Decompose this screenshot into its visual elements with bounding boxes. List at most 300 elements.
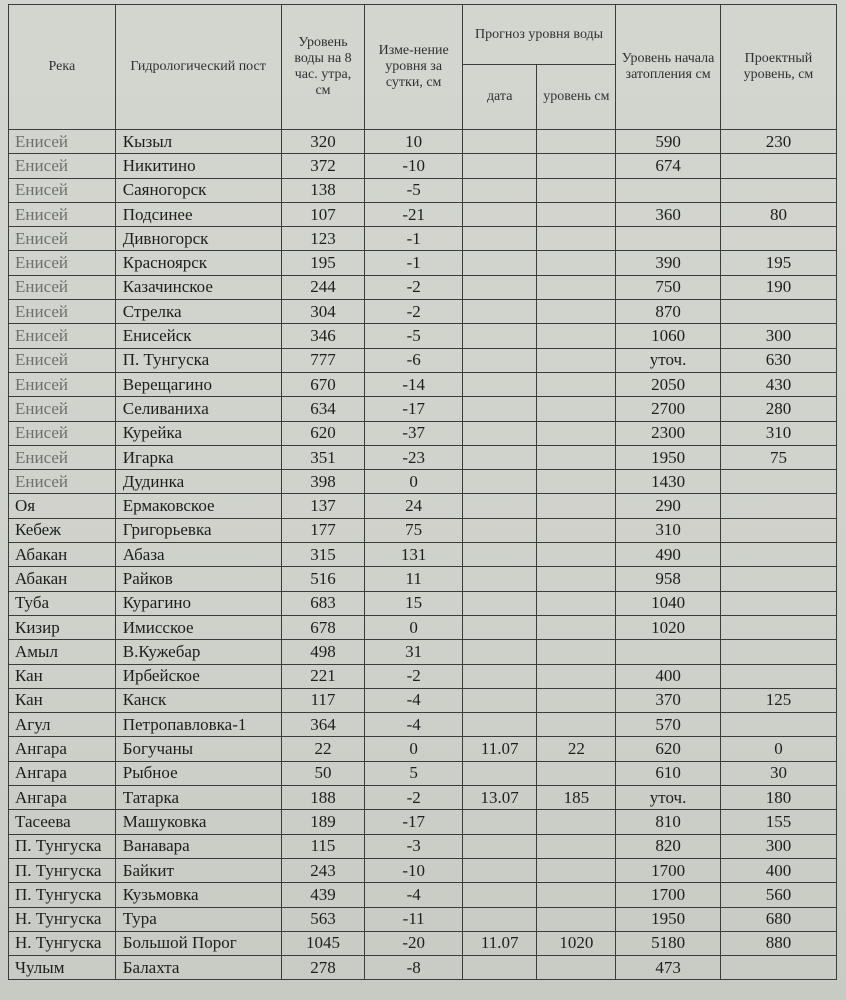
table-row	[9, 518, 837, 542]
table-row	[9, 251, 837, 275]
cell-flood-level: 1060	[616, 324, 721, 348]
cell-flood-level: 390	[616, 251, 721, 275]
cell-river: Оя	[9, 494, 116, 518]
table-row	[9, 154, 837, 178]
cell-river: Кан	[9, 688, 116, 712]
cell-change: -2	[365, 300, 462, 324]
cell-level: 398	[281, 470, 365, 494]
cell-level: 516	[281, 567, 365, 591]
cell-forecast-level	[537, 397, 616, 421]
cell-change: -10	[365, 154, 462, 178]
cell-forecast-date	[462, 494, 537, 518]
cell-flood-level: 1950	[616, 907, 721, 931]
cell-forecast-level: 185	[537, 786, 616, 810]
cell-level: 188	[281, 786, 365, 810]
cell-change: 10	[365, 130, 462, 154]
cell-flood-level: 610	[616, 761, 721, 785]
cell-flood-level: 490	[616, 543, 721, 567]
cell-post: Большой Порог	[115, 931, 281, 955]
table-row	[9, 178, 837, 202]
table-row	[9, 883, 837, 907]
cell-design-level: 180	[720, 786, 836, 810]
cell-river: Енисей	[9, 275, 116, 299]
cell-forecast-level	[537, 664, 616, 688]
cell-post: Курагино	[115, 591, 281, 615]
cell-river: Енисей	[9, 202, 116, 226]
cell-change: 0	[365, 615, 462, 639]
header-post: Гидрологический пост	[115, 5, 281, 130]
cell-forecast-date	[462, 154, 537, 178]
table-row	[9, 907, 837, 931]
cell-forecast-date	[462, 834, 537, 858]
table-row	[9, 591, 837, 615]
cell-forecast-date	[462, 324, 537, 348]
cell-post: Дивногорск	[115, 227, 281, 251]
cell-post: Ермаковское	[115, 494, 281, 518]
cell-forecast-level	[537, 445, 616, 469]
cell-post: Рыбное	[115, 761, 281, 785]
cell-design-level: 80	[720, 202, 836, 226]
cell-river: Туба	[9, 591, 116, 615]
table-row	[9, 956, 837, 980]
cell-forecast-level	[537, 810, 616, 834]
cell-river: Абакан	[9, 567, 116, 591]
cell-flood-level: 473	[616, 956, 721, 980]
cell-change: 31	[365, 640, 462, 664]
header-flood-level: Уровень начала затопления см	[616, 5, 721, 130]
cell-change: 11	[365, 567, 462, 591]
cell-change: -2	[365, 786, 462, 810]
cell-forecast-date	[462, 810, 537, 834]
cell-flood-level: 1020	[616, 615, 721, 639]
cell-level: 777	[281, 348, 365, 372]
cell-level: 620	[281, 421, 365, 445]
cell-design-level: 880	[720, 931, 836, 955]
cell-change: -37	[365, 421, 462, 445]
cell-forecast-date	[462, 300, 537, 324]
cell-forecast-level	[537, 130, 616, 154]
cell-post: В.Кужебар	[115, 640, 281, 664]
cell-level: 221	[281, 664, 365, 688]
cell-forecast-level	[537, 543, 616, 567]
table-row	[9, 130, 837, 154]
cell-forecast-level	[537, 858, 616, 882]
cell-river: Агул	[9, 713, 116, 737]
table-row	[9, 786, 837, 810]
cell-forecast-level	[537, 372, 616, 396]
header-forecast-date: дата	[462, 65, 537, 130]
table-row	[9, 202, 837, 226]
cell-change: -21	[365, 202, 462, 226]
cell-post: Канск	[115, 688, 281, 712]
header-level: Уровень воды на 8 час. утра, см	[281, 5, 365, 130]
cell-post: Балахта	[115, 956, 281, 980]
cell-flood-level: 2050	[616, 372, 721, 396]
cell-flood-level: 958	[616, 567, 721, 591]
cell-forecast-date	[462, 591, 537, 615]
cell-level: 189	[281, 810, 365, 834]
cell-design-level	[720, 178, 836, 202]
cell-forecast-level: 1020	[537, 931, 616, 955]
cell-change: -2	[365, 275, 462, 299]
cell-flood-level	[616, 640, 721, 664]
cell-change: -17	[365, 397, 462, 421]
cell-design-level: 155	[720, 810, 836, 834]
cell-forecast-date	[462, 470, 537, 494]
cell-post: Дудинка	[115, 470, 281, 494]
cell-change: -4	[365, 883, 462, 907]
cell-change: -4	[365, 688, 462, 712]
cell-post: Богучаны	[115, 737, 281, 761]
cell-post: Петропавловка-1	[115, 713, 281, 737]
cell-forecast-date	[462, 275, 537, 299]
cell-post: Имисское	[115, 615, 281, 639]
cell-post: П. Тунгуска	[115, 348, 281, 372]
cell-flood-level: 400	[616, 664, 721, 688]
header-forecast: Прогноз уровня воды	[462, 5, 615, 65]
cell-flood-level: уточ.	[616, 348, 721, 372]
cell-river: Енисей	[9, 348, 116, 372]
cell-forecast-level	[537, 494, 616, 518]
cell-forecast-level	[537, 227, 616, 251]
cell-forecast-date	[462, 688, 537, 712]
cell-post: Подсинее	[115, 202, 281, 226]
cell-design-level	[720, 470, 836, 494]
cell-forecast-level	[537, 688, 616, 712]
cell-design-level	[720, 591, 836, 615]
cell-flood-level	[616, 227, 721, 251]
cell-flood-level: 370	[616, 688, 721, 712]
cell-design-level	[720, 713, 836, 737]
cell-flood-level: 590	[616, 130, 721, 154]
cell-river: Абакан	[9, 543, 116, 567]
cell-forecast-date	[462, 761, 537, 785]
header-change: Изме-нение уровня за сутки, см	[365, 5, 462, 130]
cell-river: П. Тунгуска	[9, 883, 116, 907]
table-row	[9, 713, 837, 737]
cell-river: Амыл	[9, 640, 116, 664]
cell-forecast-date	[462, 202, 537, 226]
cell-flood-level: 5180	[616, 931, 721, 955]
cell-level: 138	[281, 178, 365, 202]
cell-forecast-date: 11.07	[462, 931, 537, 955]
cell-design-level: 75	[720, 445, 836, 469]
cell-forecast-level	[537, 567, 616, 591]
cell-flood-level: 870	[616, 300, 721, 324]
cell-flood-level: 674	[616, 154, 721, 178]
cell-design-level	[720, 543, 836, 567]
header-design-level: Проектный уровень, см	[720, 5, 836, 130]
cell-change: -14	[365, 372, 462, 396]
cell-design-level: 300	[720, 834, 836, 858]
cell-post: Стрелка	[115, 300, 281, 324]
cell-level: 22	[281, 737, 365, 761]
table-row	[9, 372, 837, 396]
cell-level: 346	[281, 324, 365, 348]
cell-change: 0	[365, 737, 462, 761]
cell-river: Н. Тунгуска	[9, 931, 116, 955]
cell-level: 117	[281, 688, 365, 712]
cell-forecast-date	[462, 397, 537, 421]
cell-change: -5	[365, 178, 462, 202]
cell-river: Енисей	[9, 251, 116, 275]
table-row	[9, 494, 837, 518]
table-row	[9, 275, 837, 299]
cell-change: -8	[365, 956, 462, 980]
cell-post: Енисейск	[115, 324, 281, 348]
cell-forecast-level	[537, 615, 616, 639]
cell-post: Тура	[115, 907, 281, 931]
cell-change: -11	[365, 907, 462, 931]
cell-river: Ангара	[9, 761, 116, 785]
table-row	[9, 737, 837, 761]
cell-design-level: 300	[720, 324, 836, 348]
cell-post: Казачинское	[115, 275, 281, 299]
cell-change: 75	[365, 518, 462, 542]
cell-forecast-date	[462, 348, 537, 372]
table-row	[9, 567, 837, 591]
cell-river: Енисей	[9, 154, 116, 178]
cell-forecast-date	[462, 178, 537, 202]
cell-level: 115	[281, 834, 365, 858]
cell-level: 498	[281, 640, 365, 664]
cell-forecast-date	[462, 372, 537, 396]
table-row	[9, 324, 837, 348]
cell-flood-level: 310	[616, 518, 721, 542]
cell-river: Чулым	[9, 956, 116, 980]
cell-forecast-level	[537, 251, 616, 275]
cell-flood-level: 1700	[616, 858, 721, 882]
cell-forecast-date	[462, 858, 537, 882]
cell-level: 372	[281, 154, 365, 178]
cell-design-level	[720, 567, 836, 591]
cell-design-level: 310	[720, 421, 836, 445]
cell-level: 351	[281, 445, 365, 469]
cell-design-level	[720, 227, 836, 251]
cell-design-level: 680	[720, 907, 836, 931]
cell-forecast-level	[537, 324, 616, 348]
cell-flood-level: 1700	[616, 883, 721, 907]
cell-river: Енисей	[9, 300, 116, 324]
cell-flood-level: 750	[616, 275, 721, 299]
cell-change: 0	[365, 470, 462, 494]
cell-change: 15	[365, 591, 462, 615]
cell-design-level: 30	[720, 761, 836, 785]
cell-river: Н. Тунгуска	[9, 907, 116, 931]
table-row	[9, 397, 837, 421]
cell-forecast-level	[537, 348, 616, 372]
table-row	[9, 834, 837, 858]
cell-forecast-level	[537, 834, 616, 858]
cell-post: Никитино	[115, 154, 281, 178]
cell-design-level	[720, 494, 836, 518]
table-row	[9, 688, 837, 712]
cell-change: -6	[365, 348, 462, 372]
cell-forecast-date	[462, 615, 537, 639]
cell-forecast-date	[462, 421, 537, 445]
cell-flood-level: 360	[616, 202, 721, 226]
cell-flood-level: 1040	[616, 591, 721, 615]
cell-flood-level: 1950	[616, 445, 721, 469]
table-row	[9, 445, 837, 469]
cell-forecast-date	[462, 445, 537, 469]
table-row	[9, 470, 837, 494]
cell-post: Игарка	[115, 445, 281, 469]
cell-forecast-date	[462, 956, 537, 980]
cell-level: 278	[281, 956, 365, 980]
cell-level: 364	[281, 713, 365, 737]
table-row	[9, 227, 837, 251]
header-forecast-level: уровень см	[537, 65, 616, 130]
cell-design-level: 190	[720, 275, 836, 299]
cell-level: 678	[281, 615, 365, 639]
cell-level: 670	[281, 372, 365, 396]
cell-post: Машуковка	[115, 810, 281, 834]
cell-level: 50	[281, 761, 365, 785]
cell-change: -4	[365, 713, 462, 737]
cell-forecast-level	[537, 275, 616, 299]
cell-post: Саяногорск	[115, 178, 281, 202]
cell-forecast-date: 11.07	[462, 737, 537, 761]
cell-change: -3	[365, 834, 462, 858]
cell-level: 683	[281, 591, 365, 615]
cell-post: Кызыл	[115, 130, 281, 154]
table-row	[9, 348, 837, 372]
cell-river: П. Тунгуска	[9, 834, 116, 858]
cell-forecast-date	[462, 567, 537, 591]
cell-forecast-level	[537, 518, 616, 542]
cell-forecast-date	[462, 251, 537, 275]
cell-post: Красноярск	[115, 251, 281, 275]
cell-design-level: 230	[720, 130, 836, 154]
cell-design-level	[720, 640, 836, 664]
cell-design-level	[720, 956, 836, 980]
cell-level: 634	[281, 397, 365, 421]
cell-change: -1	[365, 251, 462, 275]
header-river: Река	[9, 5, 116, 130]
cell-design-level: 280	[720, 397, 836, 421]
cell-flood-level: 620	[616, 737, 721, 761]
cell-forecast-level	[537, 761, 616, 785]
cell-design-level	[720, 615, 836, 639]
cell-change: -2	[365, 664, 462, 688]
cell-flood-level: 2700	[616, 397, 721, 421]
cell-river: Енисей	[9, 372, 116, 396]
cell-river: Ангара	[9, 786, 116, 810]
cell-flood-level: 570	[616, 713, 721, 737]
cell-river: Енисей	[9, 421, 116, 445]
cell-level: 123	[281, 227, 365, 251]
cell-forecast-date	[462, 227, 537, 251]
cell-forecast-date	[462, 664, 537, 688]
cell-level: 563	[281, 907, 365, 931]
cell-forecast-date	[462, 713, 537, 737]
table-row	[9, 300, 837, 324]
cell-design-level: 630	[720, 348, 836, 372]
cell-forecast-level	[537, 421, 616, 445]
cell-river: Тасеева	[9, 810, 116, 834]
cell-level: 315	[281, 543, 365, 567]
cell-post: Григорьевка	[115, 518, 281, 542]
cell-flood-level: 820	[616, 834, 721, 858]
cell-forecast-level	[537, 713, 616, 737]
cell-level: 244	[281, 275, 365, 299]
table-row	[9, 640, 837, 664]
cell-river: Енисей	[9, 397, 116, 421]
cell-river: Енисей	[9, 445, 116, 469]
table-row	[9, 421, 837, 445]
table-row	[9, 615, 837, 639]
cell-forecast-level	[537, 470, 616, 494]
cell-level: 177	[281, 518, 365, 542]
cell-post: Байкит	[115, 858, 281, 882]
water-level-table	[8, 4, 837, 980]
cell-change: -10	[365, 858, 462, 882]
cell-change: -5	[365, 324, 462, 348]
cell-level: 320	[281, 130, 365, 154]
cell-design-level: 430	[720, 372, 836, 396]
cell-river: Ангара	[9, 737, 116, 761]
cell-forecast-level: 22	[537, 737, 616, 761]
cell-change: 24	[365, 494, 462, 518]
cell-forecast-level	[537, 640, 616, 664]
cell-forecast-level	[537, 178, 616, 202]
cell-change: -1	[365, 227, 462, 251]
cell-design-level: 195	[720, 251, 836, 275]
cell-post: Абаза	[115, 543, 281, 567]
cell-forecast-date	[462, 518, 537, 542]
cell-flood-level: 810	[616, 810, 721, 834]
cell-level: 304	[281, 300, 365, 324]
cell-level: 1045	[281, 931, 365, 955]
cell-river: Кизир	[9, 615, 116, 639]
cell-level: 195	[281, 251, 365, 275]
cell-design-level	[720, 664, 836, 688]
cell-forecast-level	[537, 883, 616, 907]
table-row	[9, 664, 837, 688]
cell-post: Татарка	[115, 786, 281, 810]
cell-post: Селиваниха	[115, 397, 281, 421]
cell-post: Верещагино	[115, 372, 281, 396]
cell-change: -20	[365, 931, 462, 955]
cell-forecast-level	[537, 956, 616, 980]
table-row	[9, 931, 837, 955]
cell-design-level: 125	[720, 688, 836, 712]
cell-flood-level: 290	[616, 494, 721, 518]
cell-forecast-level	[537, 907, 616, 931]
cell-river: Кан	[9, 664, 116, 688]
cell-change: -17	[365, 810, 462, 834]
cell-flood-level: 2300	[616, 421, 721, 445]
cell-forecast-level	[537, 591, 616, 615]
cell-design-level	[720, 300, 836, 324]
cell-post: Кузьмовка	[115, 883, 281, 907]
table-body	[9, 130, 837, 980]
cell-forecast-date: 13.07	[462, 786, 537, 810]
cell-flood-level: уточ.	[616, 786, 721, 810]
table-row	[9, 761, 837, 785]
cell-level: 107	[281, 202, 365, 226]
cell-river: Кебеж	[9, 518, 116, 542]
cell-design-level: 560	[720, 883, 836, 907]
cell-forecast-date	[462, 883, 537, 907]
cell-design-level	[720, 154, 836, 178]
cell-river: Енисей	[9, 178, 116, 202]
cell-design-level: 0	[720, 737, 836, 761]
cell-river: П. Тунгуска	[9, 858, 116, 882]
cell-forecast-date	[462, 130, 537, 154]
cell-river: Енисей	[9, 130, 116, 154]
